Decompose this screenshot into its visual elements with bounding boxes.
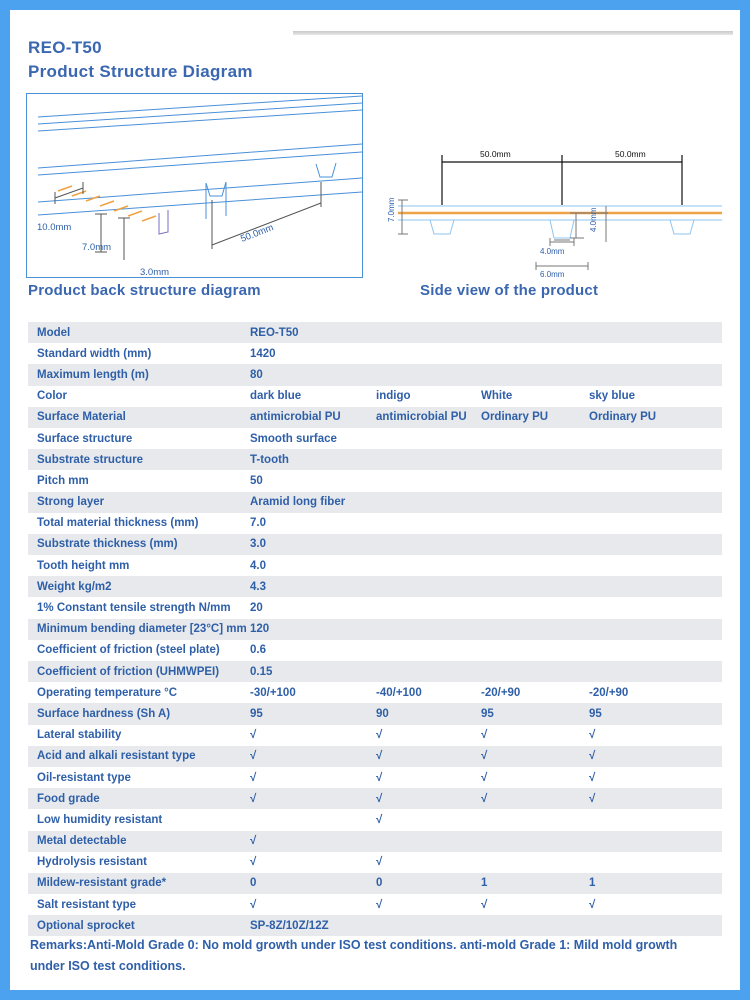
row-label: Tooth height mm [37,559,130,572]
row-label: Acid and alkali resistant type [37,750,196,763]
row-value-col4: √ [589,729,596,742]
row-value-col4: √ [589,771,596,784]
row-value-col1: √ [250,771,257,784]
isometric-belt-body [38,96,362,215]
dim-label-3mm: 3.0mm [140,267,170,278]
row-value: 1420 [250,347,276,360]
row-value-col4: √ [589,750,596,763]
side-diagram-caption: Side view of the product [420,282,599,299]
row-value-col1: √ [250,792,257,805]
row-value-col3 [481,831,589,852]
row-label: Surface Material [37,411,126,424]
row-label: Strong layer [37,496,105,509]
table-row [28,619,722,640]
row-value-col3: √ [481,750,488,763]
table-row [28,873,722,894]
table-row [28,386,722,407]
row-value: 7.0 [250,517,266,530]
dim-label-50mm: 50.0mm [239,222,276,245]
row-value-col3: √ [481,792,488,805]
model-title: REO-T50 [28,38,102,57]
row-value-col2: indigo [376,390,411,403]
row-value: 120 [250,623,270,636]
table-row [28,809,722,830]
row-label: Lateral stability [37,729,122,742]
row-value: REO-T50 [250,326,299,339]
row-label: Standard width (mm) [37,347,152,360]
row-label: Surface hardness (Sh A) [37,707,171,720]
table-row [28,449,722,470]
table-row [28,364,722,385]
table-row [28,788,722,809]
row-value-col4: √ [589,898,596,911]
dim-label-tooth-width-4mm: 4.0mm [540,247,565,256]
table-row [28,407,722,428]
table-row [28,725,722,746]
diagram-area [10,82,740,297]
row-value-col3: White [481,390,513,403]
dim-label-side-50mm-right: 50.0mm [615,149,646,159]
dim-label-side-50mm-left: 50.0mm [480,149,511,159]
row-value-col3: 95 [481,707,494,720]
row-value-col1: √ [250,729,257,742]
row-label: Coefficient of friction (UHMWPEI) [37,665,220,678]
edge-highlight [159,210,168,234]
dim-side-50mm-pair [442,155,682,205]
table-row [28,534,722,555]
row-value-col1: 0 [250,877,257,890]
row-label: Substrate thickness (mm) [37,538,178,551]
row-value: 50 [250,474,263,487]
row-value-col3 [481,852,589,873]
row-value-col1: √ [250,898,257,911]
row-value-col1: dark blue [250,390,302,403]
row-label: Salt resistant type [37,898,137,911]
row-label: Mildew-resistant grade* [37,877,167,890]
specification-table-body [28,322,722,936]
table-row [28,852,722,873]
table-row [28,513,722,534]
side-view-belt [398,206,722,238]
row-value-col4: √ [589,792,596,805]
row-label: Food grade [37,792,100,805]
dim-base-6mm-line [536,262,588,270]
row-value: Aramid long fiber [250,496,346,509]
row-value: 0.6 [250,644,266,657]
table-row [28,470,722,491]
tooth-profile [206,163,336,219]
row-value-col4: 1 [589,877,596,890]
row-value-col2: 0 [376,877,383,890]
row-label: Optional sprocket [37,919,135,932]
row-value-col1: 95 [250,707,263,720]
row-value-col3: -20/+90 [481,686,521,699]
row-value-col4: 95 [589,707,602,720]
row-label: Maximum length (m) [37,368,149,381]
row-label: Surface structure [37,432,133,445]
dim-label-tooth-height-4mm: 4.0mm [589,207,598,232]
page-subtitle: Product Structure Diagram [28,62,253,81]
dim-3mm [118,218,130,260]
row-value-col2: √ [376,898,383,911]
row-value-col1: √ [250,856,257,869]
dim-label-side-7mm: 7.0mm [387,197,396,222]
row-value-col3 [481,809,589,830]
row-value-col4: Ordinary PU [589,411,657,424]
row-value-col2: antimicrobial PU [376,411,467,424]
row-value-col1: -30/+100 [250,686,296,699]
row-label: Coefficient of friction (steel plate) [37,644,220,657]
row-value-col3: √ [481,898,488,911]
row-value-col2: √ [376,792,383,805]
row-label: Substrate structure [37,453,144,466]
row-value-col4 [589,809,722,830]
table-row [28,661,722,682]
table-row [28,746,722,767]
dim-50mm [212,182,321,249]
row-value: 4.3 [250,580,266,593]
row-value-col3: 1 [481,877,488,890]
row-label: Pitch mm [37,474,89,487]
row-value-col4: -20/+90 [589,686,629,699]
diagram-svg [10,82,740,297]
table-row [28,555,722,576]
row-value-col1: √ [250,750,257,763]
row-value-col2 [376,831,481,852]
row-value-col1 [250,809,376,830]
row-label: Operating temperature °C [37,686,178,699]
row-value-col2: 90 [376,707,389,720]
row-value: 3.0 [250,538,266,551]
row-value-col3: Ordinary PU [481,411,549,424]
row-value-col2: √ [376,750,383,763]
row-value: 4.0 [250,559,266,572]
row-value-col2: √ [376,771,383,784]
table-row [28,597,722,618]
dim-label-base-6mm: 6.0mm [540,270,565,279]
row-label: Oil-resistant type [37,771,131,784]
document-page [10,10,740,990]
table-row [28,640,722,661]
row-value: 20 [250,602,263,615]
table-row [28,492,722,513]
row-label: 1% Constant tensile strength N/mm [37,602,231,615]
specification-table [28,322,722,936]
row-value-col4 [589,831,722,852]
row-label: Model [37,326,71,339]
table-row [28,576,722,597]
row-value: T-tooth [250,453,289,466]
dim-side-7mm [398,200,408,234]
page-title [28,36,253,84]
table-row [28,703,722,724]
row-label: Total material thickness (mm) [37,517,199,530]
row-label: Metal detectable [37,835,127,848]
table-row [28,682,722,703]
row-value: 80 [250,368,263,381]
row-value-col4: sky blue [589,390,636,403]
row-value-col2: √ [376,813,383,826]
row-value: Smooth surface [250,432,337,445]
row-value-col1: antimicrobial PU [250,411,341,424]
row-value-col3: √ [481,729,488,742]
back-diagram-caption: Product back structure diagram [28,282,261,299]
table-row [28,894,722,915]
table-row [28,831,722,852]
row-value-col2: -40/+100 [376,686,422,699]
table-row [28,767,722,788]
table-row [28,322,722,343]
row-value: 0.15 [250,665,273,678]
row-value-col4 [589,852,722,873]
table-row [28,428,722,449]
row-value-col3: √ [481,771,488,784]
remarks-note: Remarks:Anti-Mold Grade 0: No mold growth under ISO test conditions. anti-mold Grade 1: Mild mold growth under ISO test conditions. [30,938,678,973]
row-value-col2: √ [376,856,383,869]
header-divider [293,31,733,35]
row-label: Weight kg/m2 [37,580,112,593]
row-label: Low humidity resistant [37,813,163,826]
row-label: Color [37,390,68,403]
table-row [28,915,722,936]
row-label: Hydrolysis resistant [37,856,147,869]
dim-label-10mm: 10.0mm [37,222,72,233]
table-row [28,343,722,364]
row-value-col1: √ [250,835,257,848]
dim-label-7mm: 7.0mm [82,242,112,253]
row-value-col2: √ [376,729,383,742]
row-label: Minimum bending diameter [23°C] mm [37,623,247,636]
row-value: SP-8Z/10Z/12Z [250,919,329,932]
